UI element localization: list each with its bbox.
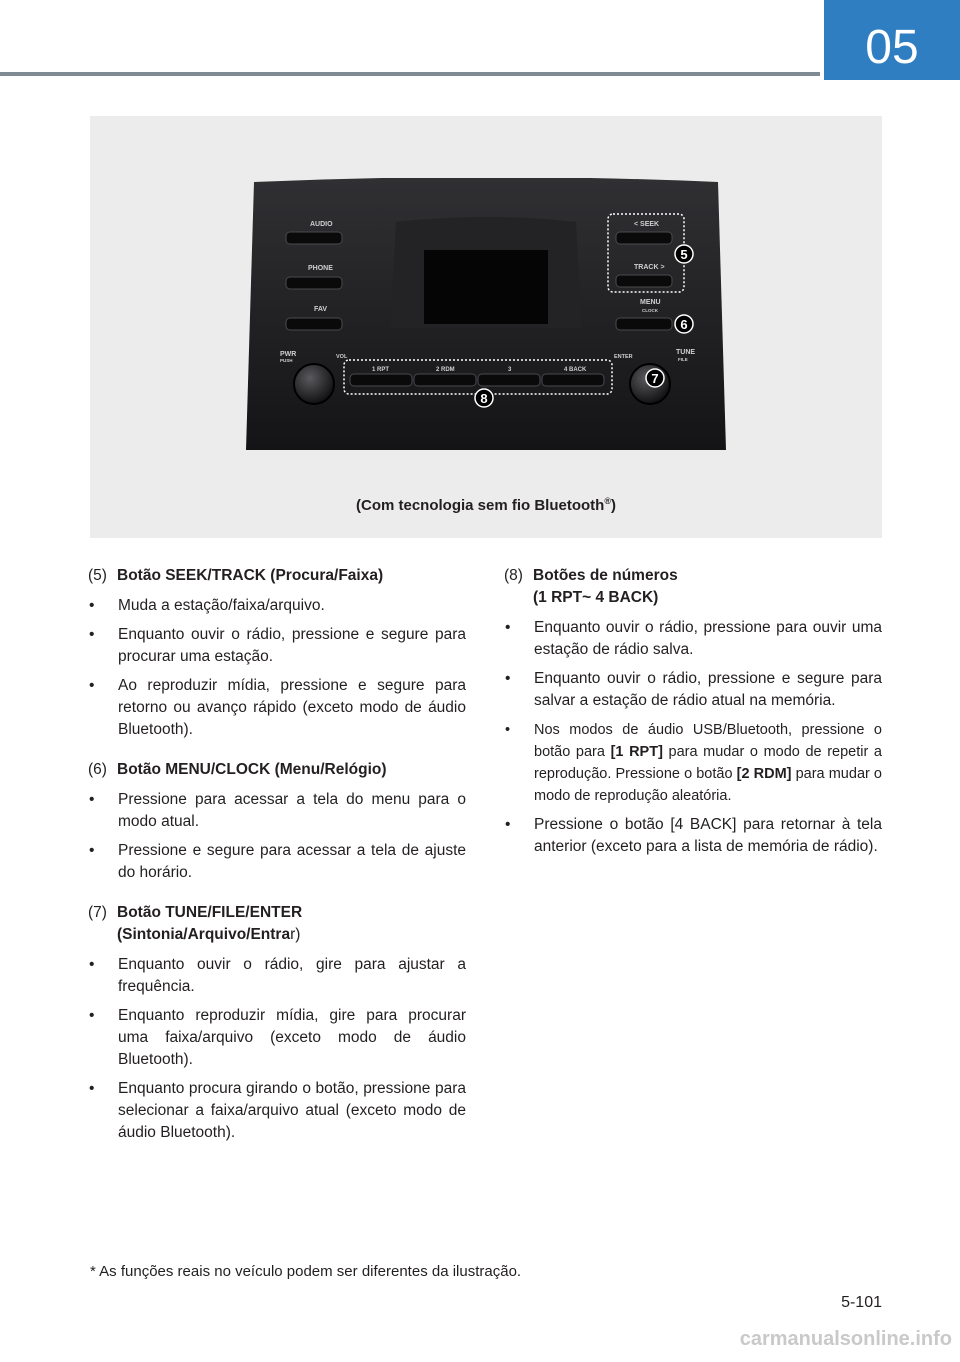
enter-label: ENTER — [614, 354, 633, 360]
display-screen — [424, 250, 548, 324]
list-item: • Enquanto ouvir o rádio, gire para ajustar a frequência. — [89, 956, 466, 995]
vol-label: VOL — [336, 354, 348, 360]
callout-7-label: 7 — [651, 371, 659, 386]
section-title: Botão TUNE/FILE/ENTER (Sintonia/Arquivo/Entrar) — [117, 904, 303, 943]
section-number: (6) — [88, 761, 107, 778]
fav-button — [286, 318, 342, 330]
section-title: Botão SEEK/TRACK (Procura/Faixa) — [117, 567, 384, 584]
pwr-label: PWR — [280, 351, 297, 358]
audio-label: AUDIO — [310, 221, 333, 228]
seek-button — [616, 232, 672, 244]
section-number: (7) — [88, 904, 107, 921]
section-8 — [504, 565, 882, 858]
preset-button-4 — [542, 374, 604, 386]
figure-panel — [90, 116, 882, 538]
menu-label: MENU — [640, 299, 661, 306]
preset-button-3 — [478, 374, 540, 386]
tune-label: TUNE — [676, 349, 696, 356]
track-label: TRACK > — [634, 264, 665, 271]
right-column — [504, 565, 882, 876]
list-item: • Pressione e segure para acessar a tela de ajuste do horário. — [89, 842, 466, 881]
menu-button — [616, 318, 672, 330]
preset-button-1 — [350, 374, 412, 386]
list-item: • Enquanto ouvir o rádio, pressione e segure para salvar a estação de rádio atual na memória. — [505, 670, 882, 709]
section-number: (5) — [88, 567, 107, 584]
list-item: • Nos modos de áudio USB/Bluetooth, pressione o botão para [1 RPT] para mudar o modo de repetir a reprodução. Pressione o botão [2 RDM] para mudar o modo de reprodução aleatória. — [505, 722, 883, 804]
callout-5-label: 5 — [680, 247, 688, 262]
callout-8-label: 8 — [480, 391, 488, 406]
page-number: 5-101 — [841, 1294, 882, 1311]
list-item: • Pressione o botão [4 BACK] para retornar à tela anterior (exceto para a lista de memória de rádio). — [505, 816, 882, 855]
caption-text: (Com tecnologia sem fio Bluetooth — [356, 497, 605, 514]
seek-label: < SEEK — [634, 221, 660, 228]
section-title: Botões de números (1 RPT~ 4 BACK) — [533, 567, 678, 606]
left-column — [88, 565, 466, 1162]
phone-button — [286, 277, 342, 289]
list-item: • Enquanto ouvir o rádio, pressione e segure para procurar uma estação. — [89, 626, 466, 665]
fav-label: FAV — [314, 306, 328, 313]
figure-caption — [90, 496, 882, 514]
list-item: • Enquanto reproduzir mídia, gire para procurar uma faixa/arquivo (exceto modo de áudio Bluetooth). — [89, 1007, 466, 1068]
section-title: Botão MENU/CLOCK (Menu/Relógio) — [117, 761, 387, 778]
caption-close: ) — [610, 497, 616, 514]
list-item: • Muda a estação/faixa/arquivo. — [89, 597, 325, 614]
preset2-label: 2 RDM — [436, 367, 455, 373]
watermark: carmanualsonline.info — [739, 1328, 952, 1350]
header-rule — [0, 72, 820, 76]
push-label: PUSH — [280, 358, 293, 363]
footnote: * As funções reais no veículo podem ser diferentes da ilustração. — [90, 1263, 522, 1280]
preset1-label: 1 RPT — [372, 367, 390, 373]
callout-6-label: 6 — [680, 317, 688, 332]
preset4-label: 4 BACK — [564, 367, 587, 373]
preset3-label: 3 — [508, 367, 512, 373]
chapter-tab: 05 — [824, 0, 960, 80]
audio-head-unit-illustration — [246, 178, 726, 450]
phone-label: PHONE — [308, 265, 333, 272]
track-button — [616, 275, 672, 287]
preset-button-2 — [414, 374, 476, 386]
section-number: (8) — [504, 567, 523, 584]
list-item: • Enquanto ouvir o rádio, pressione para ouvir uma estação de rádio salva. — [505, 619, 882, 658]
list-item: • Pressione para acessar a tela do menu para o modo atual. — [89, 791, 466, 830]
audio-button — [286, 232, 342, 244]
list-item: • Ao reproduzir mídia, pressione e segure para retorno ou avanço rápido (exceto modo de áudio Bluetooth). — [89, 677, 466, 738]
caption-registered-mark: ® — [604, 496, 611, 506]
volume-knob — [294, 364, 334, 404]
clock-label: CLOCK — [642, 308, 658, 313]
file-label: FILE — [678, 357, 688, 362]
list-item: • Enquanto procura girando o botão, pressione para selecionar a faixa/arquivo atual (exceto modo de áudio Bluetooth). — [89, 1080, 466, 1141]
section-5 — [88, 565, 466, 741]
section-7 — [88, 902, 466, 1144]
section-6 — [88, 759, 466, 884]
